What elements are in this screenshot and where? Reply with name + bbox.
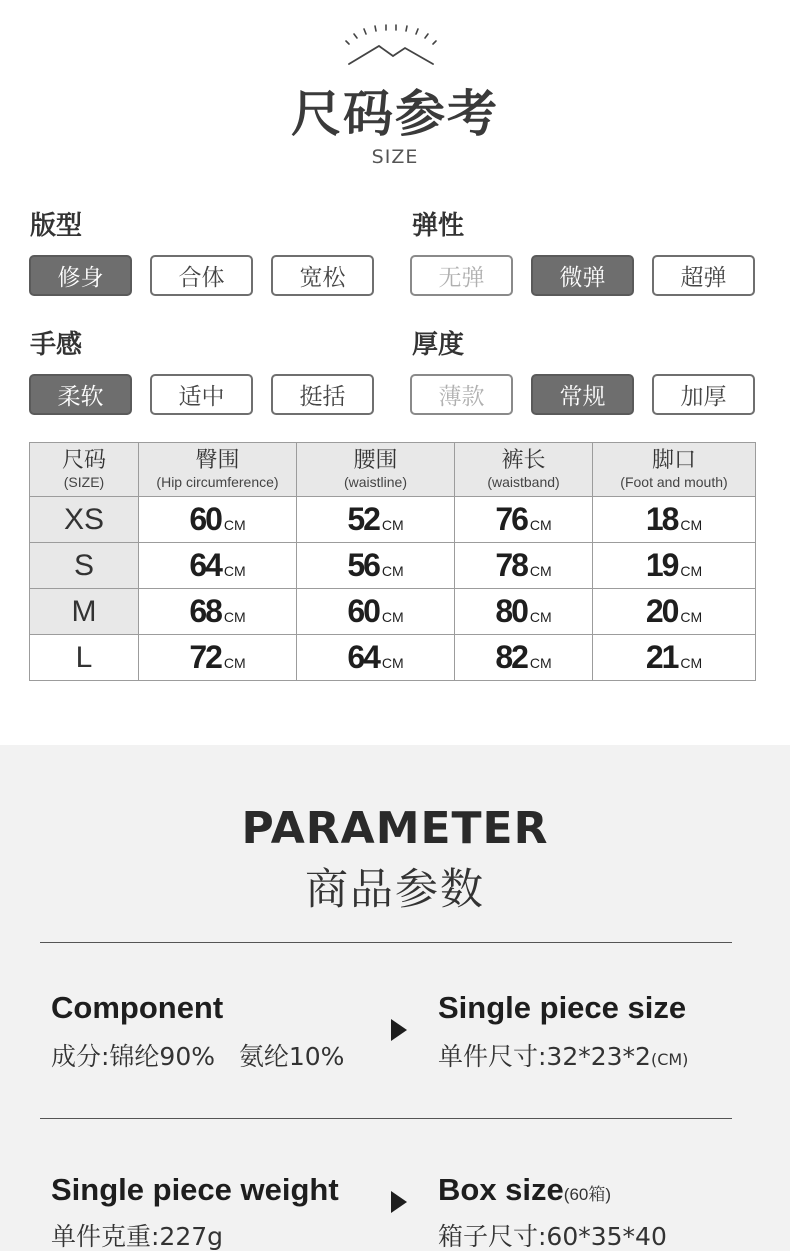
group-label: 手感 (30, 330, 83, 360)
single-weight-value: 单件克重:227g (51, 1222, 224, 1251)
box-size-value: 箱子尺寸:60*35*40 (438, 1222, 667, 1251)
value-cell: 56 CM (297, 543, 455, 589)
page-subtitle: SIZE (371, 146, 419, 168)
option-chip[interactable]: 薄款 (410, 374, 513, 415)
value-cell: 76 CM (455, 497, 593, 543)
size-cell: XS (30, 497, 139, 543)
divider (40, 1118, 732, 1119)
value-cell: 20 CM (593, 589, 756, 635)
page-title: 尺码参考 (291, 85, 499, 143)
size-table (29, 442, 756, 681)
arrow-right-icon (391, 1019, 407, 1041)
group-label: 弹性 (412, 211, 465, 241)
size-cell: S (30, 543, 139, 589)
column-header: 臀围 (Hip circumference) (139, 443, 297, 497)
column-header: 尺码 (SIZE) (30, 443, 139, 497)
sun-mountain-icon (343, 24, 439, 68)
column-header: 脚口 (Foot and mouth) (593, 443, 756, 497)
value-cell: 64 CM (297, 635, 455, 681)
value-cell: 64 CM (139, 543, 297, 589)
value-cell: 80 CM (455, 589, 593, 635)
option-chip[interactable]: 超弹 (652, 255, 755, 296)
value-cell: 78 CM (455, 543, 593, 589)
single-size-unit: (CM) (650, 1050, 689, 1069)
single-weight-title: Single piece weight (51, 1172, 339, 1207)
value-cell: 60 CM (139, 497, 297, 543)
option-chip[interactable]: 适中 (150, 374, 253, 415)
value-cell: 52 CM (297, 497, 455, 543)
single-size-title: Single piece size (438, 990, 687, 1025)
single-size-value: 单件尺寸:32*23*2(CM) (438, 1042, 689, 1071)
value-cell: 60 CM (297, 589, 455, 635)
table-row (30, 543, 756, 589)
group-label: 厚度 (412, 330, 465, 360)
option-chip[interactable]: 无弹 (410, 255, 513, 296)
value-cell: 18 CM (593, 497, 756, 543)
divider (40, 942, 732, 943)
table-row (30, 589, 756, 635)
arrow-right-icon (391, 1191, 407, 1213)
component-title: Component (51, 990, 224, 1025)
value-cell: 72 CM (139, 635, 297, 681)
table-row (30, 497, 756, 543)
option-chip[interactable]: 挺括 (271, 374, 374, 415)
value-cell: 21 CM (593, 635, 756, 681)
option-chip[interactable]: 合体 (150, 255, 253, 296)
box-size-title: Box size(60箱) (438, 1172, 612, 1207)
option-chip[interactable]: 加厚 (652, 374, 755, 415)
option-chip[interactable]: 微弹 (531, 255, 634, 296)
value-cell: 68 CM (139, 589, 297, 635)
option-chip[interactable]: 修身 (29, 255, 132, 296)
column-header: 腰围 (waistline) (297, 443, 455, 497)
size-cell: L (30, 635, 139, 681)
option-chip[interactable]: 柔软 (29, 374, 132, 415)
size-cell: M (30, 589, 139, 635)
option-chip[interactable]: 宽松 (271, 255, 374, 296)
column-header: 裤长 (waistband) (455, 443, 593, 497)
parameter-title: PARAMETER (241, 803, 549, 854)
parameter-subtitle: 商品参数 (305, 865, 485, 915)
table-header-row (30, 443, 756, 497)
box-size-note: (60箱) (563, 1185, 612, 1204)
option-chip[interactable]: 常规 (531, 374, 634, 415)
table-row (30, 635, 756, 681)
value-cell: 19 CM (593, 543, 756, 589)
group-label: 版型 (30, 211, 83, 241)
component-value: 成分:锦纶90% 氨纶10% (51, 1042, 345, 1071)
value-cell: 82 CM (455, 635, 593, 681)
